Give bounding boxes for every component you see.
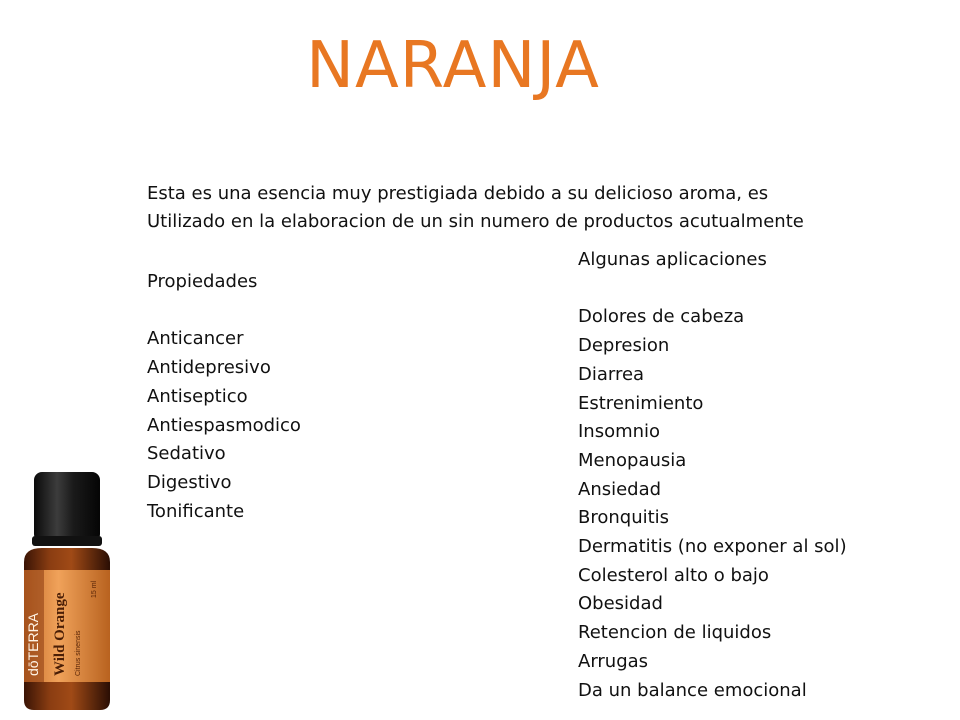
bottle-botanical: Citrus sinensis bbox=[75, 630, 82, 676]
application-item: Ansiedad bbox=[578, 478, 662, 500]
property-item: Anticancer bbox=[147, 328, 244, 350]
property-item: Antiespasmodico bbox=[147, 414, 301, 436]
properties-heading: Propiedades bbox=[147, 271, 258, 292]
application-item: Arrugas bbox=[578, 650, 649, 672]
page-title: NARANJA bbox=[306, 29, 600, 103]
application-item: Insomnio bbox=[578, 421, 661, 443]
property-item: Antidepresivo bbox=[147, 357, 271, 379]
property-item: Sedativo bbox=[147, 443, 226, 465]
application-item: Colesterol alto o bajo bbox=[578, 564, 769, 586]
application-item: Bronquitis bbox=[578, 507, 670, 529]
properties-list bbox=[147, 268, 301, 526]
application-item: Dolores de cabeza bbox=[578, 306, 745, 328]
bottle-product: Wild Orange bbox=[52, 592, 68, 676]
application-item: Estrenimiento bbox=[578, 392, 704, 414]
intro-line: Utilizado en la elaboracion de un sin numero de productos acutualmente bbox=[147, 211, 804, 232]
property-item: Antiseptico bbox=[147, 385, 248, 407]
applications-list bbox=[578, 246, 847, 705]
property-item: Digestivo bbox=[147, 471, 232, 493]
intro-paragraph bbox=[147, 180, 917, 236]
application-item: Obesidad bbox=[578, 593, 663, 615]
bottle-cap bbox=[34, 472, 100, 542]
application-item: Menopausia bbox=[578, 449, 687, 471]
bottle-volume: 15 ml bbox=[91, 580, 98, 598]
bottle-brand: dōTERRA bbox=[25, 612, 41, 676]
property-item: Tonificante bbox=[147, 500, 245, 522]
application-item: Depresion bbox=[578, 335, 670, 357]
wild-orange-bottle-image bbox=[8, 470, 120, 712]
application-item: Diarrea bbox=[578, 363, 645, 385]
applications-heading: Algunas aplicaciones bbox=[578, 249, 767, 270]
application-item: Retencion de liquidos bbox=[578, 622, 772, 644]
intro-line: Esta es una esencia muy prestigiada debido a su delicioso aroma, es bbox=[147, 183, 769, 204]
application-item: Da un balance emocional bbox=[578, 679, 807, 701]
application-item: Dermatitis (no exponer al sol) bbox=[578, 536, 847, 558]
